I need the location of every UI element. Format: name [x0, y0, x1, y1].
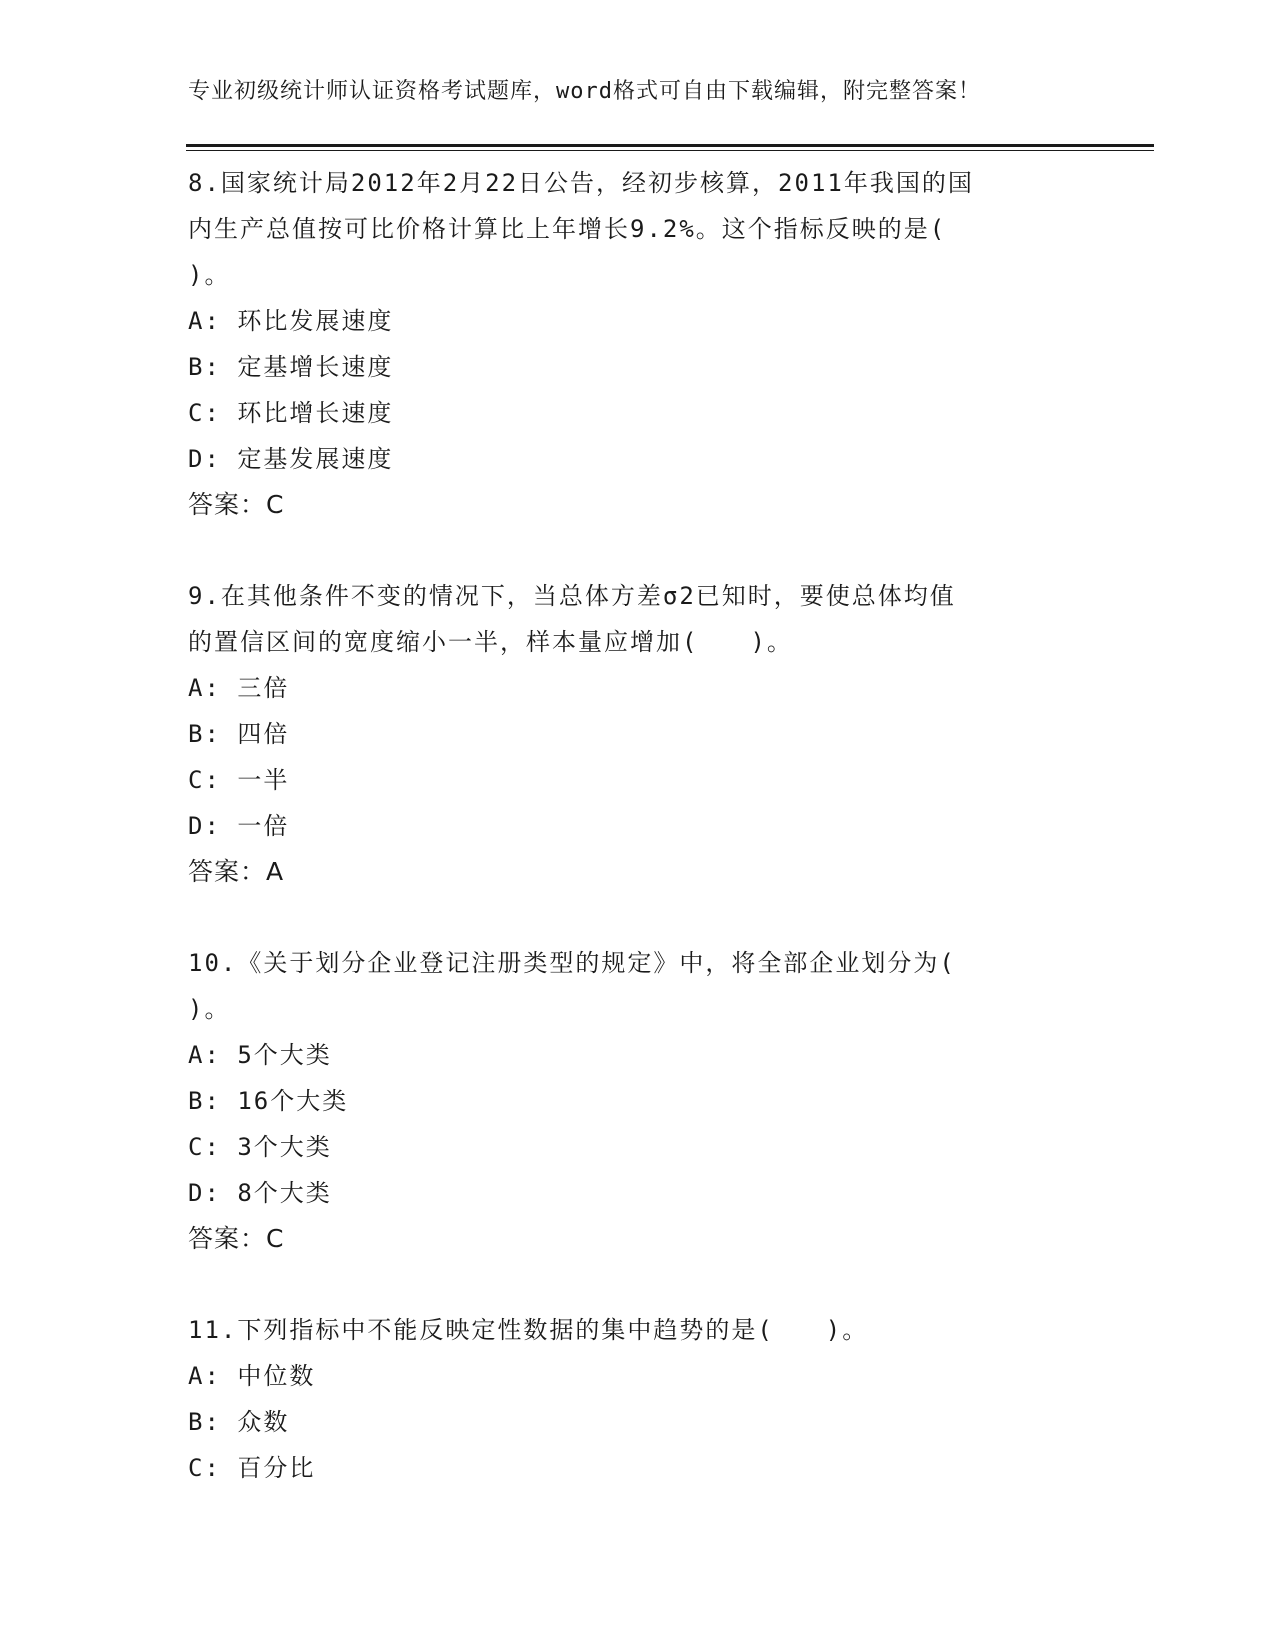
answer-label: 答案：C	[188, 490, 285, 519]
option-a: A: 环比发展速度	[188, 307, 394, 335]
question-8	[188, 160, 1088, 528]
option-d: D: 8个大类	[188, 1179, 332, 1207]
question-9	[188, 573, 1088, 895]
question-stem-line: 10.《关于划分企业登记注册类型的规定》中，将全部企业划分为(	[188, 949, 956, 977]
answer-label: 答案：C	[188, 1224, 285, 1253]
question-stem-line: 8.国家统计局2012年2月22日公告，经初步核算，2011年我国的国	[188, 169, 974, 197]
header-divider	[186, 144, 1154, 151]
option-c: C: 一半	[188, 766, 290, 794]
question-stem-line: )。	[188, 995, 231, 1023]
question-stem-line: )。	[188, 261, 231, 289]
question-11	[188, 1307, 1088, 1491]
option-a: A: 三倍	[188, 674, 290, 702]
question-10	[188, 940, 1088, 1262]
option-a: A: 5个大类	[188, 1041, 332, 1069]
option-b: B: 16个大类	[188, 1087, 349, 1115]
option-a: A: 中位数	[188, 1362, 316, 1390]
option-d: D: 定基发展速度	[188, 445, 394, 473]
question-stem-line: 内生产总值按可比价格计算比上年增长9.2%。这个指标反映的是(	[188, 215, 947, 243]
option-b: B: 定基增长速度	[188, 353, 394, 381]
option-c: C: 环比增长速度	[188, 399, 394, 427]
option-b: B: 众数	[188, 1408, 290, 1436]
question-stem-line: 11.下列指标中不能反映定性数据的集中趋势的是( )。	[188, 1316, 869, 1344]
document-header: 专业初级统计师认证资格考试题库，word格式可自由下载编辑，附完整答案！	[188, 79, 981, 104]
option-c: C: 百分比	[188, 1454, 316, 1482]
question-list	[188, 160, 1088, 1491]
question-stem-line: 9.在其他条件不变的情况下，当总体方差σ2已知时，要使总体均值	[188, 582, 956, 610]
question-stem-line: 的置信区间的宽度缩小一半，样本量应增加( )。	[188, 628, 793, 656]
option-b: B: 四倍	[188, 720, 290, 748]
option-c: C: 3个大类	[188, 1133, 332, 1161]
answer-label: 答案：A	[188, 857, 285, 886]
option-d: D: 一倍	[188, 812, 290, 840]
